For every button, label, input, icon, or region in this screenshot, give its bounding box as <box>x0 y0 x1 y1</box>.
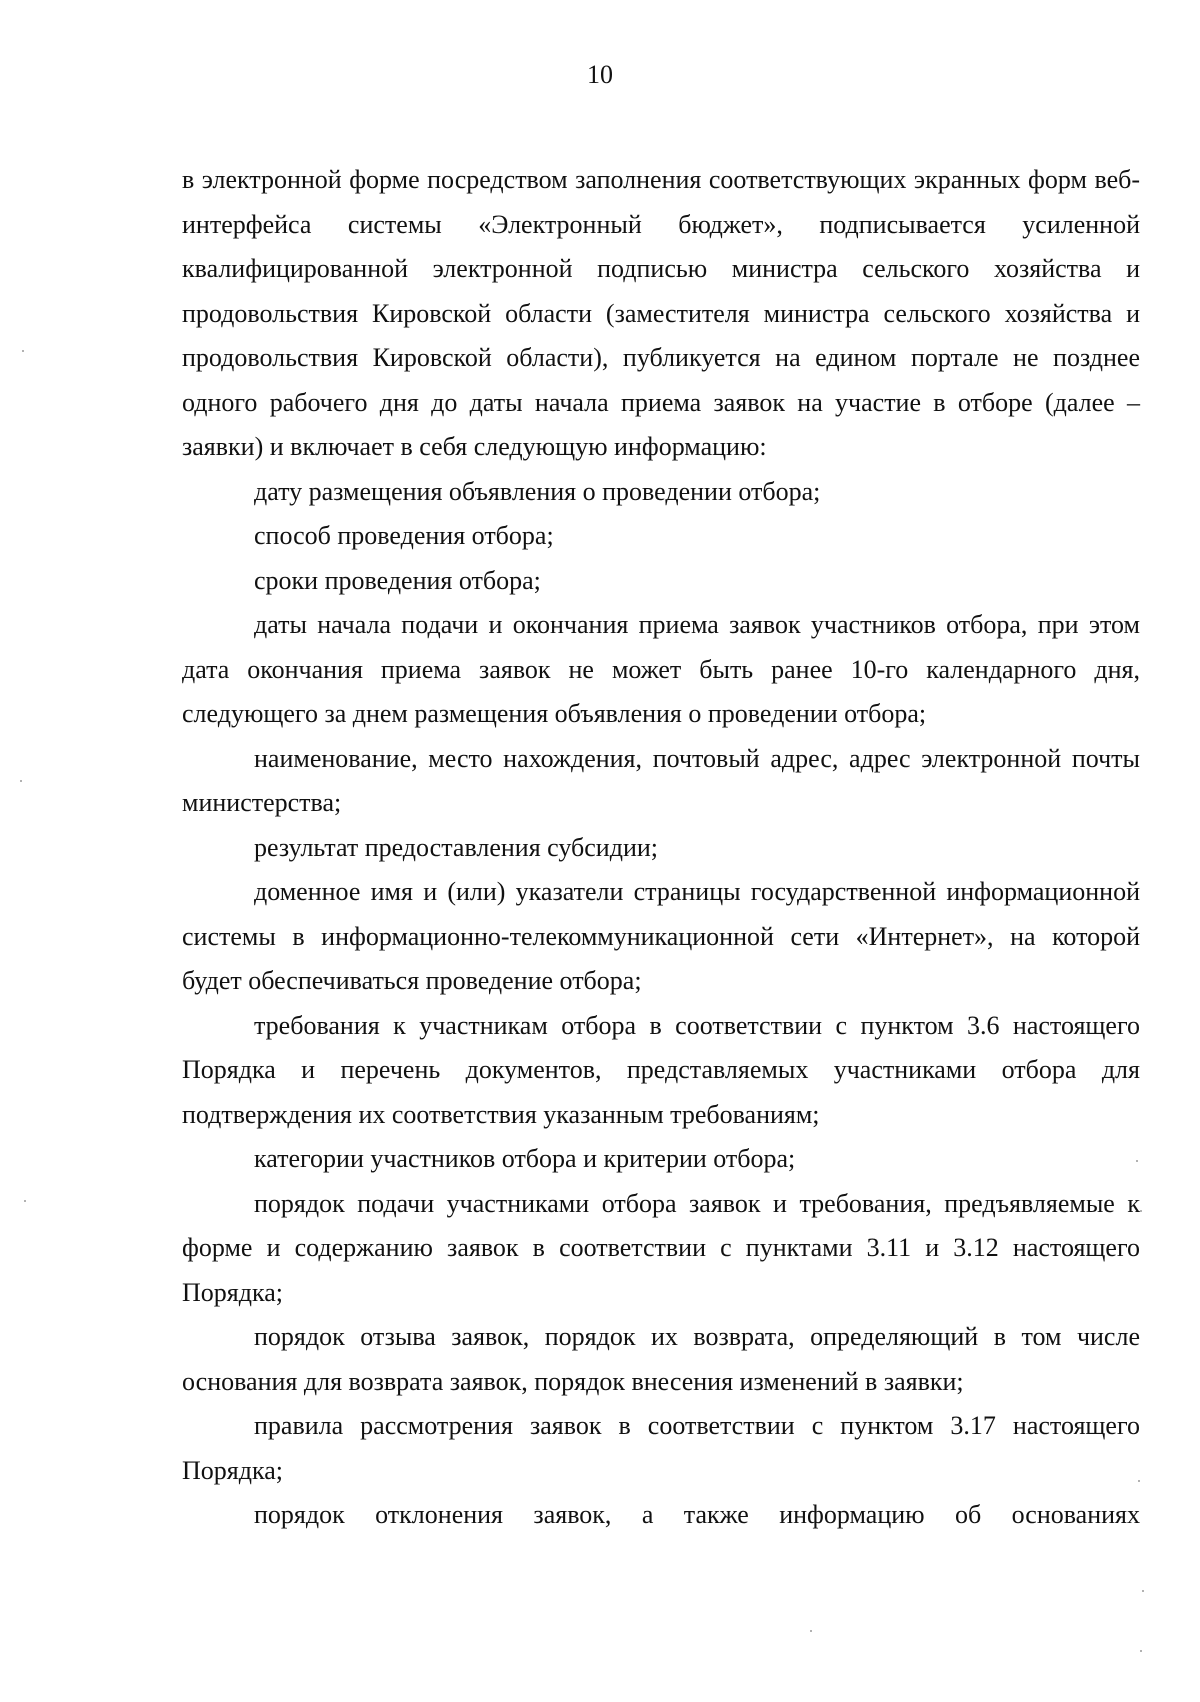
list-item-selection-terms: сроки проведения отбора; <box>254 565 541 595</box>
list-item-domain-name: доменное имя и (или) указатели страницы государственной информационной системы в информационно-телекоммуникационной сети «Интернет», на которой будет обеспечиваться проведение отбора; <box>182 877 1140 995</box>
scan-speck <box>20 780 22 782</box>
list-item-withdrawal-procedure: порядок отзыва заявок, порядок их возврата, определяющий в том числе основания для возврата заявок, порядок внесения изменений в заявки; <box>182 1322 1140 1396</box>
scan-speck <box>1140 1210 1142 1212</box>
scan-speck <box>24 1200 26 1202</box>
list-item-application-dates: даты начала подачи и окончания приема заявок участников отбора, при этом дата окончания приема заявок не может быть ранее 10-го календарного дня, следующего за днем размещения объявления о проведении отбора; <box>182 610 1140 728</box>
document-body <box>182 158 1140 1538</box>
list-item-subsidy-result: результат предоставления субсидии; <box>254 832 658 862</box>
list-item-announcement-date: дату размещения объявления о проведении отбора; <box>254 476 821 506</box>
list-item-participant-requirements: требования к участникам отбора в соответствии с пунктом 3.6 настоящего Порядка и перечень документов, представляемых участниками отбора для подтверждения их соответствия указанным требованиям; <box>182 1010 1140 1129</box>
scan-speck <box>1142 1590 1144 1592</box>
list-item-selection-method: способ проведения отбора; <box>254 521 554 550</box>
list-item-rejection-procedure: порядок отклонения заявок, а также информацию об основаниях <box>254 1500 1140 1529</box>
scan-speck <box>1136 1160 1138 1162</box>
scan-speck <box>1138 1480 1140 1482</box>
list-item-participant-categories: категории участников отбора и критерии отбора; <box>254 1144 796 1173</box>
scan-speck <box>810 1630 812 1632</box>
paragraph-intro: в электронной форме посредством заполнения соответствующих экранных форм веб-интерфейса системы «Электронный бюджет», подписывается усиленной квалифицированной электронной подписью министра сельского хозяйства и продовольствия Кировской области (заместителя министра сельского хозяйства и продовольствия Кировской области), публикуется на едином портале не позднее одного рабочего дня до даты начала приема заявок на участие в отборе (далее – заявки) и включает в себя следующую информацию: <box>182 165 1140 461</box>
list-item-ministry-address: наименование, место нахождения, почтовый адрес, адрес электронной почты министерства; <box>182 743 1140 817</box>
page-number: 10 <box>587 60 613 89</box>
list-item-review-rules: правила рассмотрения заявок в соответствии с пунктом 3.17 настоящего Порядка; <box>182 1411 1140 1485</box>
scan-speck <box>1140 1650 1142 1652</box>
list-item-application-procedure: порядок подачи участниками отбора заявок и требования, предъявляемые к форме и содержанию заявок в соответствии с пунктами 3.11 и 3.12 настоящего Порядка; <box>182 1188 1140 1307</box>
scan-speck <box>22 350 24 352</box>
